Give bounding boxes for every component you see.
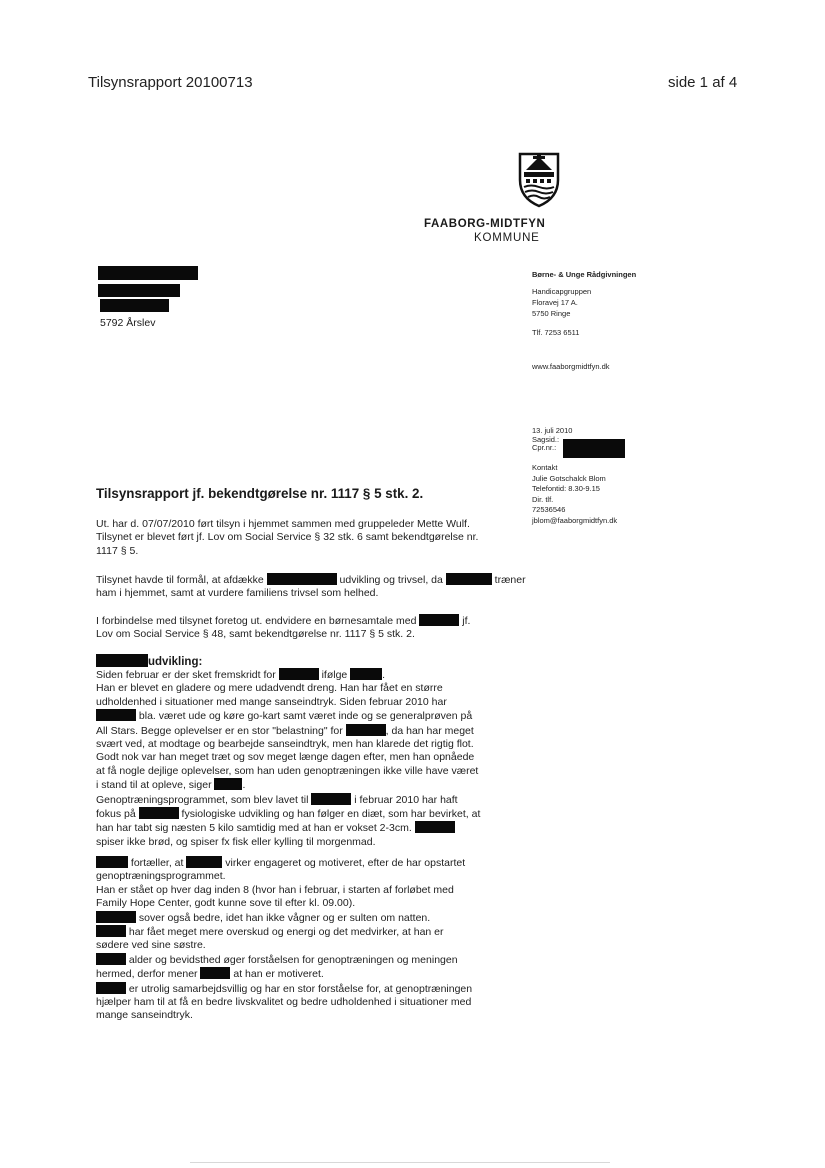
municipality-coat-of-arms-icon	[516, 150, 562, 208]
text-segment: udholdenhed i situationer med mange sanseindtryk. Siden februar 2010 har	[96, 695, 447, 708]
section-heading	[96, 654, 202, 668]
section-heading-text: udvikling:	[148, 656, 203, 668]
text-line	[96, 724, 526, 738]
redaction-bar	[96, 925, 126, 937]
redaction-bar	[96, 709, 136, 721]
contact-label: Kontakt	[532, 463, 558, 472]
text-segment: Family Hope Center, godt kunne sove til efter kl. 09.00).	[96, 897, 356, 910]
redaction-bar	[100, 299, 169, 312]
text-line	[96, 836, 526, 849]
text-segment: Siden februar er der sket fremskridt for	[96, 669, 279, 681]
text-line	[96, 587, 526, 600]
redaction-bar	[98, 266, 198, 280]
text-segment: udvikling og trivsel, da	[336, 574, 446, 586]
text-segment: spiser ikke brød, og spiser fx fisk eller kylling til morgenmad.	[96, 835, 376, 848]
text-line	[96, 668, 526, 682]
text-segment: træner	[491, 574, 526, 586]
text-line	[96, 1009, 526, 1022]
redaction-bar	[279, 668, 319, 680]
scan-edge-divider	[190, 1162, 610, 1163]
text-line	[96, 996, 526, 1009]
redaction-bar	[267, 573, 337, 585]
text-segment: ham i hjemmet, samt at vurdere familiens trivsel som helhed.	[96, 587, 379, 600]
redaction-bar	[311, 793, 351, 805]
paragraph-development	[96, 668, 526, 849]
text-line: Tilsynet er blevet ført jf. Lov om Social Service § 32 stk. 6 samt bekendtgørelse nr.	[96, 531, 479, 544]
sender-website[interactable]: www.faaborgmidtfyn.dk	[532, 362, 610, 371]
redaction-bar	[186, 856, 222, 868]
redaction-bar	[96, 911, 136, 923]
redaction-bar	[415, 821, 455, 833]
phone-hours: Telefontid: 8.30-9.15	[532, 484, 600, 493]
redaction-bar	[98, 284, 180, 297]
text-line	[96, 982, 526, 996]
text-segment: fortæller, at	[128, 857, 187, 869]
text-line	[96, 628, 526, 641]
text-segment: bla. været ude og køre go-kart samt været inde og se generalprøven på	[136, 710, 473, 723]
text-segment: Han er stået op hver dag inden 8 (hvor han i februar, i starten af forløbet med	[96, 883, 454, 896]
sender-address	[532, 286, 652, 319]
report-id: Tilsynsrapport 20100713	[88, 74, 253, 91]
text-segment: Genoptræningsprogrammet, som blev lavet til	[96, 793, 312, 806]
text-line	[96, 807, 526, 821]
text-segment: genoptræningsprogrammet.	[96, 870, 226, 883]
text-line	[96, 682, 526, 695]
sender-street: Floravej 17 A.	[532, 298, 578, 307]
recipient-postal: 5792 Årslev	[100, 317, 156, 329]
text-line	[96, 925, 526, 939]
text-segment: at få nogle dejlige oplevelser, som han uden genoptræningen ikke ville have været	[96, 764, 479, 777]
text-segment: Godt nok var han meget træt og sov meget længe dagen efter, men han opnåede	[96, 751, 475, 764]
text-segment: Han er blevet en gladere og mere udadvendt dreng. Han har fået en større	[96, 682, 443, 695]
text-segment: jf.	[459, 615, 471, 627]
text-line	[96, 751, 526, 764]
direct-phone-label: Dir. tlf.	[532, 494, 554, 504]
text-segment: at han er motiveret.	[230, 968, 324, 981]
contact-email[interactable]: jblom@faaborgmidtfyn.dk	[532, 515, 618, 525]
sender-phone: Tlf. 7253 6511	[532, 328, 580, 337]
text-line	[96, 939, 526, 952]
redaction-bar	[346, 724, 386, 736]
text-line	[96, 911, 526, 925]
text-segment: er utrolig samarbejdsvillig og har en stor forståelse for, at genoptræningen	[126, 982, 473, 995]
text-segment: hermed, derfor mener	[96, 968, 201, 981]
text-segment: sødere ved sine søstre.	[96, 939, 206, 952]
text-segment: Tilsynet havde til formål, at afdække	[96, 574, 267, 586]
text-segment: mange sanseindtryk.	[96, 1009, 193, 1022]
text-segment: alder og bevidsthed øger forståelsen for genoptræningen og meningen	[126, 953, 458, 966]
sender-unit: Handicapgruppen	[532, 287, 592, 296]
page-number: side 1 af 4	[668, 74, 738, 91]
text-segment: svært ved, at modtage og bearbejde sanseindtryk, men han klarede det rigtig flot.	[96, 738, 474, 751]
text-segment: fokus på	[96, 808, 139, 821]
text-line	[96, 709, 526, 723]
text-line	[96, 573, 526, 587]
paragraph-intro	[96, 518, 526, 558]
redaction-bar	[96, 856, 128, 868]
case-ids	[532, 436, 559, 452]
redaction-bar	[139, 807, 179, 819]
paragraph-purpose	[96, 573, 526, 601]
redaction-bar	[96, 982, 126, 994]
text-line	[96, 765, 526, 778]
paragraph-interview	[96, 614, 526, 642]
text-segment: ifølge	[318, 669, 351, 681]
text-line	[96, 967, 526, 981]
text-segment: i februar 2010 har haft	[351, 793, 458, 806]
sender-department: Børne- & Unge Rådgivningen	[532, 270, 637, 279]
text-segment: .	[382, 669, 386, 681]
sagsid-label: Sagsid.:	[532, 435, 560, 444]
text-line	[96, 738, 526, 751]
document-title: Tilsynsrapport jf. bekendtgørelse nr. 1117 § 5 stk. 2.	[96, 486, 424, 501]
text-segment: fysiologiske udvikling og han følger en diæt, som har bevirket, at	[178, 808, 481, 821]
text-segment: Lov om Social Service § 48, samt bekendtgørelse nr. 1117 § 5 stk. 2.	[96, 628, 415, 641]
text-line	[96, 870, 526, 883]
text-segment: han har tabt sig næsten 5 kilo samtidig med at han er vokset 2-3cm.	[96, 822, 415, 835]
text-segment: i stand til at opleve, siger	[96, 779, 215, 792]
text-line	[96, 856, 526, 870]
contact-block	[532, 463, 652, 526]
text-line	[96, 953, 526, 967]
cprnr-label: Cpr.nr.:	[532, 443, 557, 452]
text-segment: I forbindelse med tilsynet foretog ut. endvidere en børnesamtale med	[96, 615, 420, 627]
direct-phone-number: 72536546	[532, 505, 566, 514]
text-line	[96, 793, 526, 807]
redaction-bar	[419, 614, 459, 626]
text-segment: sover også bedre, idet han ikke vågner og er sulten om natten.	[136, 911, 431, 924]
redaction-bar	[214, 778, 242, 790]
text-segment: All Stars. Begge oplevelser er en stor "belastning" for	[96, 724, 346, 737]
contact-name: Julie Gotschalck Blom	[532, 473, 606, 483]
text-line: 1117 § 5.	[96, 544, 139, 557]
redaction-bar	[96, 654, 148, 667]
text-line	[96, 778, 526, 792]
text-line	[96, 821, 526, 835]
redaction-bar	[350, 668, 382, 680]
municipality-name: FAABORG-MIDTFYN	[424, 218, 546, 230]
text-line	[96, 897, 526, 910]
text-line	[96, 884, 526, 897]
redaction-bar	[96, 953, 126, 965]
text-line	[96, 696, 526, 709]
text-segment: .	[242, 779, 246, 792]
text-segment: har fået meget mere overskud og energi og det medvirker, at han er	[126, 926, 444, 939]
paragraph-motivation	[96, 856, 526, 1023]
text-segment: , da han har meget	[385, 724, 474, 737]
letter-date: 13. juli 2010	[532, 426, 573, 435]
sender-city: 5750 Ringe	[532, 309, 571, 318]
redaction-bar	[446, 573, 492, 585]
text-line	[96, 614, 526, 628]
text-line: Ut. har d. 07/07/2010 ført tilsyn i hjemmet sammen med gruppeleder Mette Wulf.	[96, 518, 470, 530]
redaction-bar	[563, 439, 625, 458]
text-segment: virker engageret og motiveret, efter de har opstartet	[222, 857, 466, 869]
redaction-bar	[200, 967, 230, 979]
text-segment: hjælper ham til at få en bedre livskvalitet og bedre udholdenhed i situationer med	[96, 996, 472, 1009]
municipality-subtitle: KOMMUNE	[474, 232, 540, 244]
